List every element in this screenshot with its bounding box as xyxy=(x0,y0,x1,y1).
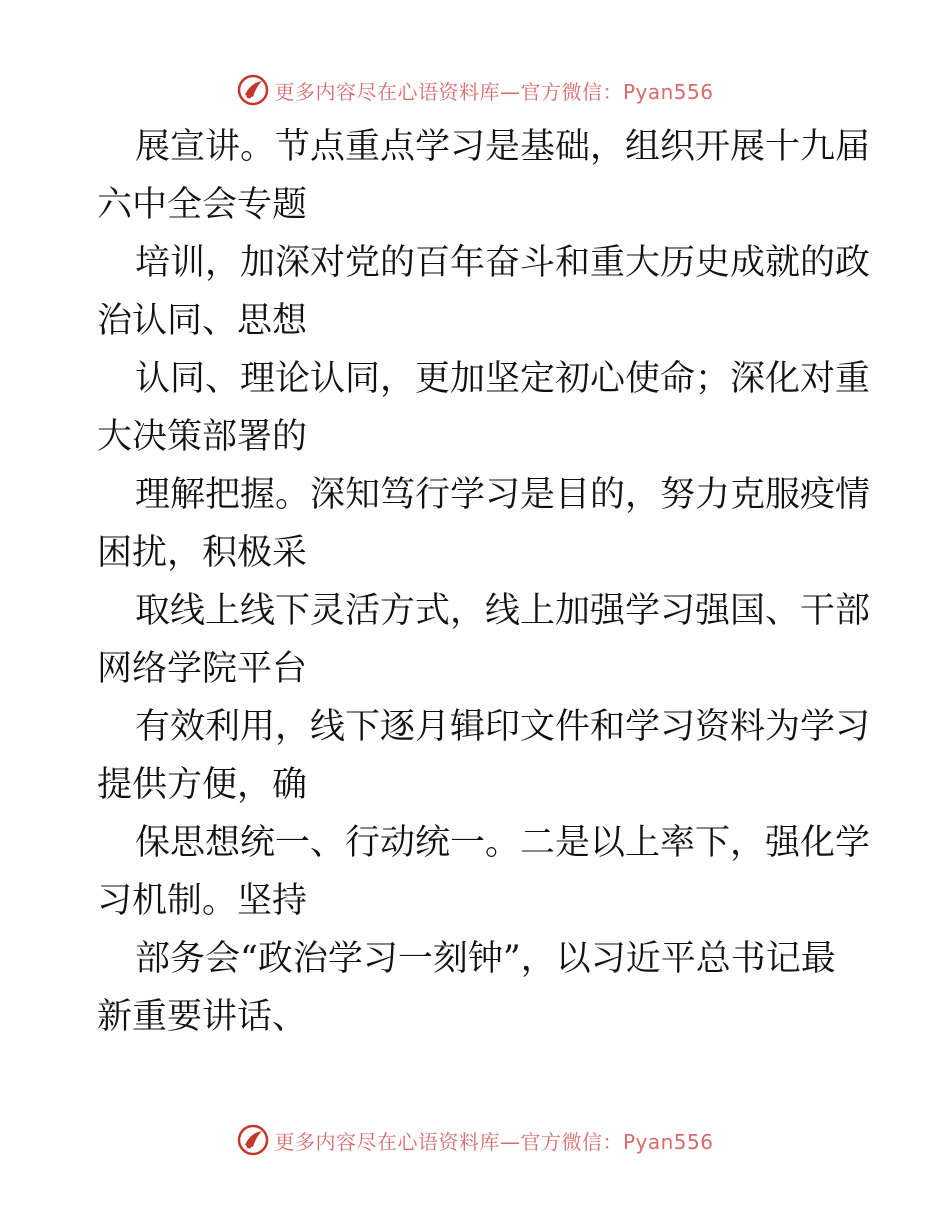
footer-watermark xyxy=(0,1122,950,1158)
brand-logo-icon xyxy=(236,73,270,107)
paragraph: 培训，加深对党的百年奋斗和重大历史成就的政 治认同、思想 xyxy=(97,243,871,341)
paragraph: 部务会“政治学习一刻钟”，以习近平总书记最 新重要讲话、 xyxy=(97,939,836,1037)
header-watermark xyxy=(0,72,950,108)
paragraph: 保思想统一、行动统一。二是以上率下，强化学 习机制。坚持 xyxy=(97,823,871,921)
brand-logo-icon xyxy=(236,1123,270,1157)
watermark-text: 更多内容尽在心语资料库—官方微信：Pyan556 xyxy=(274,1129,714,1154)
paragraph: 有效利用，线下逐月辑印文件和学习资料为学习 提供方便，确 xyxy=(97,707,871,805)
paragraph: 取线上线下灵活方式，线上加强学习强国、干部 网络学院平台 xyxy=(97,591,871,689)
watermark-text: 更多内容尽在心语资料库—官方微信：Pyan556 xyxy=(274,79,714,104)
document-body xyxy=(97,118,871,1046)
paragraph: 认同、理论认同，更加坚定初心使命；深化对重 大决策部署的 xyxy=(97,359,871,457)
paragraph: 理解把握。深知笃行学习是目的，努力克服疫情 困扰，积极采 xyxy=(97,475,871,573)
paragraph: 展宣讲。节点重点学习是基础，组织开展十九届 六中全会专题 xyxy=(97,127,871,225)
